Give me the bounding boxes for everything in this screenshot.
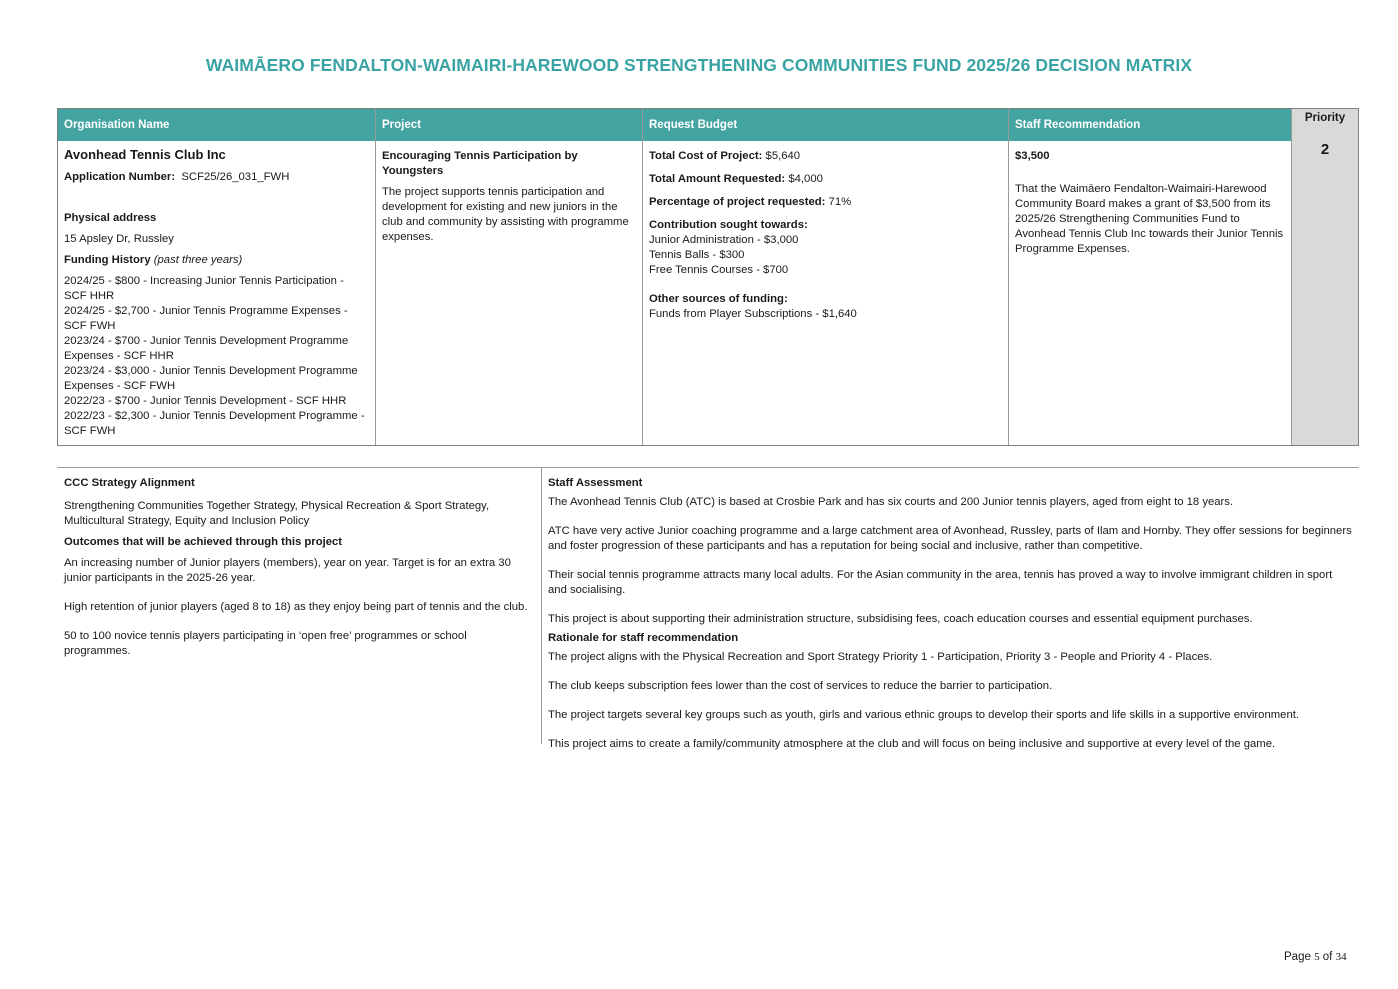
assessment-panel [548, 476, 1353, 752]
organisation-header: Organisation Name [58, 109, 375, 141]
section-divider [57, 467, 1359, 468]
organisation-column [58, 109, 376, 445]
funding-history-label: Funding History (past three years) [64, 254, 243, 266]
project-description: The project supports tennis participation and development for existing and new juniors in the club and community by assisting with programme expenses. [382, 186, 629, 243]
project-header: Project [376, 109, 642, 141]
contribution-item: Free Tennis Courses - $700 [649, 264, 789, 276]
request-budget-header: Request Budget [643, 109, 1008, 141]
assessment-paragraph: Their social tennis programme attracts many local adults. For the Asian community in the area, tennis has proved a way to involve immigrant children in sport and socialising. [548, 569, 1333, 596]
contribution-label: Contribution sought towards: [649, 219, 808, 231]
physical-address: 15 Apsley Dr, Russley [64, 233, 174, 245]
application-number: Application Number: SCF25/26_031_FWH [64, 171, 290, 183]
funding-history-item: 2023/24 - $700 - Junior Tennis Development Programme Expenses - SCF HHR [64, 335, 349, 362]
rationale-paragraph: The club keeps subscription fees lower than the cost of services to reduce the barrier to participation. [548, 680, 1053, 692]
recommended-amount: $3,500 [1015, 150, 1050, 162]
funding-history-item: 2022/23 - $2,300 - Junior Tennis Development Programme - SCF FWH [64, 410, 365, 437]
rationale-paragraph: The project aligns with the Physical Recreation and Sport Strategy Priority 1 - Participation, Priority 3 - People and Priority 4 - Places. [548, 651, 1213, 663]
contribution-item: Junior Administration - $3,000 [649, 234, 799, 246]
assessment-paragraph: The Avonhead Tennis Club (ATC) is based at Crosbie Park and has six courts and 200 Junior tennis players, aged from eight to 18 years. [548, 496, 1234, 508]
project-title: Encouraging Tennis Participation by Youngsters [382, 150, 578, 177]
organisation-name: Avonhead Tennis Club Inc [64, 147, 226, 162]
assessment-paragraph: This project is about supporting their administration structure, subsidising fees, coach education courses and essential equipment purchases. [548, 613, 1253, 625]
priority-column [1292, 109, 1358, 445]
outcome-item: An increasing number of Junior players (members), year on year. Target is for an extra 30 junior participants in the 2025-26 year. [64, 557, 511, 584]
funding-history-item: 2022/23 - $700 - Junior Tennis Development - SCF HHR [64, 395, 347, 407]
outcome-item: High retention of junior players (aged 8 to 18) as they enjoy being part of tennis and the club. [64, 601, 528, 613]
staff-recommendation-column [1009, 109, 1292, 445]
assessment-paragraph: ATC have very active Junior coaching programme and a large catchment area of Avonhead, Russley, parts of Ilam and Hornby. They offer sessions for beginners and foster progression of these participants and has a reputation for being social and inclusive, rather than competitive. [548, 525, 1352, 552]
assessment-heading: Staff Assessment [548, 477, 643, 489]
project-column [376, 109, 643, 445]
percentage-requested: Percentage of project requested: 71% [649, 196, 852, 208]
strategy-text: Strengthening Communities Together Strategy, Physical Recreation & Sport Strategy, Multicultural Strategy, Equity and Inclusion Policy [64, 500, 490, 527]
funding-history-item: 2024/25 - $800 - Increasing Junior Tennis Participation - SCF HHR [64, 275, 344, 302]
staff-recommendation-header: Staff Recommendation [1009, 109, 1291, 141]
strategy-heading: CCC Strategy Alignment [64, 477, 195, 489]
funding-history-item: 2024/25 - $2,700 - Junior Tennis Programme Expenses - SCF FWH [64, 305, 348, 332]
amount-requested: Total Amount Requested: $4,000 [649, 173, 823, 185]
recommendation-text: That the Waimāero Fendalton-Waimairi-Harewood Community Board makes a grant of $3,500 from its 2025/26 Strengthening Communities Fund to Avonhead Tennis Club Inc towards their Junior Tennis Programme Expenses. [1015, 183, 1284, 255]
rationale-paragraph: The project targets several key groups such as youth, girls and various ethnic groups to develop their sports and life skills in a supportive environment. [548, 709, 1300, 721]
column-divider [541, 467, 542, 744]
page-number: Page 5 of 34 [1284, 951, 1347, 963]
priority-value: 2 [1320, 141, 1330, 158]
other-funding-label: Other sources of funding: [649, 293, 788, 305]
outcome-item: 50 to 100 novice tennis players participating in ‘open free’ programmes or school programmes. [64, 630, 467, 657]
other-funding-item: Funds from Player Subscriptions - $1,640 [649, 308, 857, 320]
contribution-item: Tennis Balls - $300 [649, 249, 745, 261]
funding-history-item: 2023/24 - $3,000 - Junior Tennis Development Programme Expenses - SCF FWH [64, 365, 358, 392]
strategy-panel [64, 476, 534, 659]
physical-address-label: Physical address [64, 212, 157, 224]
outcomes-heading: Outcomes that will be achieved through this project [64, 536, 343, 548]
rationale-heading: Rationale for staff recommendation [548, 632, 739, 644]
decision-matrix-table [57, 108, 1359, 446]
request-budget-column [643, 109, 1009, 445]
page-title: WAIMĀERO FENDALTON-WAIMAIRI-HAREWOOD STRENGTHENING COMMUNITIES FUND 2025/26 DECISION MATRIX [205, 55, 1193, 75]
priority-header: Priority [1304, 112, 1346, 124]
rationale-paragraph: This project aims to create a family/community atmosphere at the club and will focus on being inclusive and supportive at every level of the game. [548, 738, 1276, 750]
total-cost: Total Cost of Project: $5,640 [649, 150, 801, 162]
